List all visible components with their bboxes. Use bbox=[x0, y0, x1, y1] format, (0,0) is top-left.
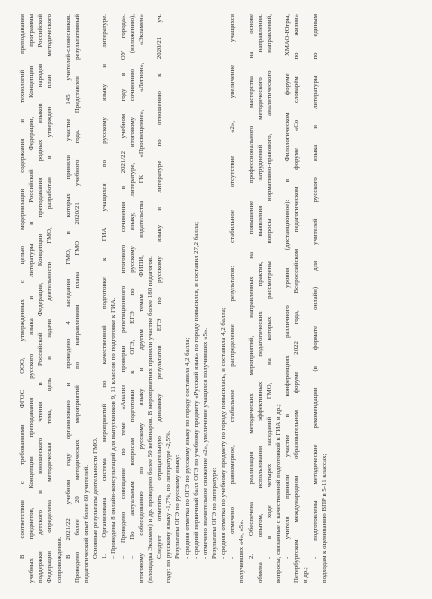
text-line: обмена опытом, использования эффективных педагогических практик, выявления затруднений методического направления. bbox=[256, 14, 264, 583]
text-line: – Проведено совещание по теме «Анализ проверки репетиционного итогового сочинения в 2021/22 учебном году в ОУ города». bbox=[119, 14, 127, 559]
text-line: Основные результаты деятельности ГМО. bbox=[92, 437, 100, 559]
text-line: Результаты ОГЭ по русскому языку: bbox=[174, 454, 182, 559]
text-line: году: по русскому языку -1,7%, по литературе -2,5%. bbox=[165, 430, 173, 583]
text-line: - средняя отметка по учебному предмету по городу повысилась, и составила 4,2 балла; bbox=[220, 307, 228, 559]
text-line: - учителя приняли участие в конференциях различного уровня (дистанционное): в Филологическом форуме ХМАО-Югры, bbox=[284, 14, 292, 559]
text-line: - подготовлены методические рекомендации (в формате онлайн) для учителей русского языка и литературы по единым bbox=[311, 14, 319, 559]
text-line: поддержки детского и юношеского чтения в Российской Федерации, Концепции преподавания родных языков народов Российской bbox=[37, 14, 45, 583]
text-line: вопросы, связанные с качественной подготовкой к ГИА и др.; bbox=[274, 404, 282, 583]
text-line: - средняя отметка по ОГЭ по русскому языку по городу составила 4,2 балла; bbox=[183, 337, 191, 559]
text-line: и др.; bbox=[302, 567, 310, 583]
text-line: (площадка Экзамен) и др. проведено более 50 вебинаров. В мероприятиях приняли участие более 180 педагогов. bbox=[146, 256, 154, 583]
document-body bbox=[14, 8, 424, 591]
text-line: 2. Обеспечена реализация методических мероприятий, направленных на повышение профессионального мастерства на основе bbox=[247, 14, 255, 559]
text-line: - средний первичный балл ОГЭ по учебному предмету «Русский язык» по городу повысился, и составил 27,2 балла; bbox=[192, 221, 200, 559]
text-line: – Проведены 8 онлайн-консультаций для выпускников 9, 11 классов по подготовке к ГИА. bbox=[110, 297, 118, 559]
text-line: – По актуальным вопросам подготовки к ОГЭ, ЕГЭ по русскому языку, литературе, итоговому сочинению (изложению), bbox=[128, 14, 136, 559]
text-line: - отмечено значительное снижение «2», увеличение учащихся получивших «5». bbox=[201, 327, 209, 559]
text-line: педагогический опыт более 60 учителей. bbox=[82, 464, 90, 583]
text-line: Результаты ОГЭ по литературе: bbox=[210, 467, 218, 559]
text-line: учебных предметов, Концепции преподавания русского языка и литературы в Российской Федерации, Концепции программы bbox=[28, 14, 36, 583]
text-line: Следует отметить отрицательную динамику результатов ЕГЭ по русскому языку и литературе по отношению к 2020/21 уч. bbox=[156, 14, 164, 559]
text-line: сопровождения. bbox=[55, 536, 63, 583]
text-line: подходам к оцениванию ВПР в 5-11 классах; bbox=[320, 453, 328, 583]
text-line: - отмечено равномерное, стабильное распределение результатов: стабильное отсутствие «2», увеличение учащихся bbox=[229, 14, 237, 559]
text-line: получивших «4», «5». bbox=[238, 519, 246, 583]
text-line: 1. Организована система мероприятий по качественной подготовке к ГИА учащихся по русскому языку и литературе. bbox=[101, 14, 109, 559]
text-line: Петербургском международном образовательном форуме 2022 года, Всероссийском педагогическом форуме «Со словарём по жизни» bbox=[293, 14, 301, 583]
text-line: итоговому собеседованию по русскому языку и другим темам ФИПИ, издательства ГК «Просвещение», «Легион», «Экзамен» bbox=[137, 14, 145, 583]
text-line: - в ходе четырех заседаний ГМО, на которых рассмотрены вопросы нормативно-правового, аналитического направлений, bbox=[265, 14, 273, 559]
text-line: Федерации определена методическая тема, цель и задачи деятельности ГМО, разработан и утвержден план методического bbox=[46, 14, 54, 583]
text-line: В соответствии с требованиями ФГОС ООО, утвержденных с целью модернизации содержания и технологий преподавания bbox=[19, 14, 26, 559]
text-line: Проведено более 20 методических мероприятий по направлениям плана ГМО 2020/21 учебного года. Представлен результативный bbox=[73, 14, 81, 583]
text-line: В 2021/22 учебном году организовано и проведено 4 заседания ГМО, в которых приняли участие 145 учителей-словесников. bbox=[64, 14, 72, 559]
